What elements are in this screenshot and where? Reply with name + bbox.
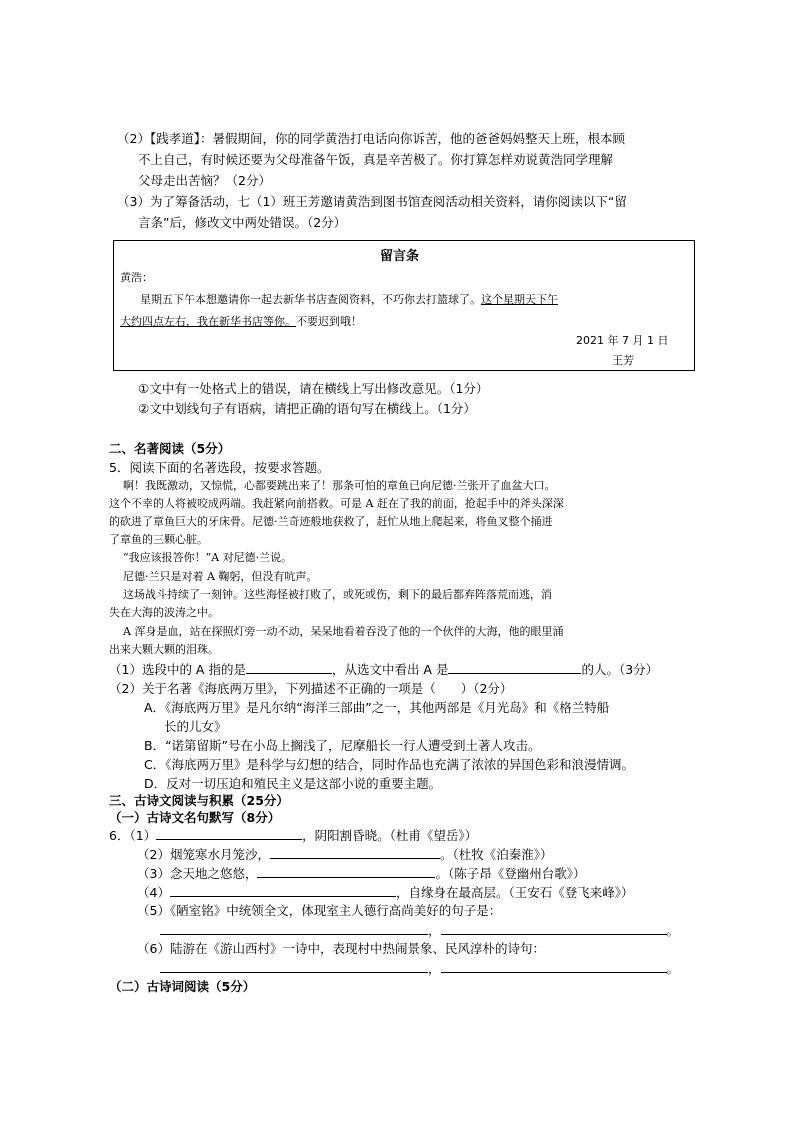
q3-line2: 言条”后，修改文中两处错误。（2分） (138, 215, 347, 230)
q6-6-answer (160, 960, 679, 977)
section2-heading: 二、名著阅读（5分） (109, 441, 231, 456)
note-date: 2021 年 7 月 1 日 (576, 334, 669, 347)
q2-line1: （2）【践孝道】：暑假期间，你的同学黄浩打电话向你诉苦，他的爸爸妈妈整天上班，根本顾 (117, 131, 625, 146)
q5-sub2: （2）关于名著《海底两万里》，下列描述不正确的一项是（ ）（2分） (109, 681, 513, 696)
q6-3-pre: （3）念天地之悠悠， (137, 866, 258, 881)
answer-blank-q6-3[interactable] (257, 865, 435, 878)
passage-line: 出来大颗大颗的泪珠。 (109, 643, 219, 656)
note-body-underlined-1: 这个星期天下午 (481, 293, 558, 306)
passage-line: 这场战斗持续了一刻钟。这些海怪被打败了，或死或伤，剩下的最后都弃阵落荒而逃，消 (123, 588, 552, 601)
q6-1 (109, 827, 477, 844)
passage-line: 失在大海的波涛之中。 (109, 606, 219, 619)
answer-blank-q6-6a[interactable] (160, 960, 428, 973)
q6-6-mid: ， (428, 961, 441, 976)
option-c: C．《海底两万里》是科学与幻想的结合，同时作品也充满了浓浓的异国色彩和浪漫情调。 (144, 757, 634, 772)
option-a-line2: 长的儿女》 (164, 719, 227, 734)
passage-line: 了章鱼的三颗心脏。 (109, 533, 208, 546)
answer-blank-q6-6b[interactable] (441, 960, 667, 973)
passage-line: 这个不幸的人将被咬成两端。我赶紧向前搭救。可是 A 赶在了我的前面，抢起手中的斧头深深 (109, 497, 564, 510)
q3-item1: ①文中有一处格式上的错误，请在横线上写出修改意见。（1分） (138, 381, 489, 396)
q3-line1: （3）为了筹备活动，七（1）班王芳邀请黄浩到图书馆查阅活动相关资料，请你阅读以下“留 (117, 194, 627, 209)
q6-2-pre: （2）烟笼寒水月笼沙， (137, 847, 270, 862)
answer-blank-q6-5a[interactable] (160, 922, 428, 935)
note-salutation: 黄浩： (120, 271, 153, 284)
option-d: D．反对一切压迫和殖民主义是这部小说的重要主题。 (144, 776, 442, 791)
q5-sub1-text-a: （1）选段中的 A 指的是 (109, 662, 246, 677)
q6-5: （5）《陋室铭》中统领全文，体现室主人德行高尚美好的句子是： (137, 903, 502, 918)
option-a-line1: A．《海底两万里》是凡尔纳“海洋三部曲”之一，其他两部是《月光岛》和《格兰特船 (144, 700, 610, 715)
q6-6: （6）陆游在《游山西村》一诗中，表现村中热闹景象、民风淳朴的诗句： (137, 941, 545, 956)
passage-line: 的砍进了章鱼巨大的牙床骨。尼德·兰奇迹般地获救了，赶忙从地上爬起来，将鱼叉整个捅进 (109, 515, 553, 528)
q6-3 (137, 865, 585, 882)
q6-1-pre: 6．（1） (109, 828, 157, 843)
note-body-underlined-2: 大约四点左右，我在新华书店等你。 (120, 315, 296, 328)
note-title: 留言条 (380, 249, 420, 264)
passage-line: 尼德·兰只是对着 A 鞠躬，但没有吭声。 (123, 570, 318, 583)
note-body-line1 (140, 293, 558, 307)
q6-2 (137, 846, 552, 863)
passage-line: “我应该报答你！”A 对尼德·兰说。 (123, 551, 293, 564)
section3-sub2-heading: （二）古诗词阅读（5分） (109, 979, 256, 994)
q5-prompt: 5．阅读下面的名著选段，按要求答题。 (109, 460, 330, 475)
q6-1-post: ，阴阳割昏晓。（杜甫《望岳》） (302, 828, 478, 843)
q6-2-post: 。（杜牧《泊秦淮》） (439, 847, 553, 862)
note-body-plain-1: 星期五下午本想邀请你一起去新华书店查阅资料，不巧你去打篮球了。 (140, 293, 481, 306)
passage-line: 啊！我既激动，又惊慌，心都要跳出来了！那条可怕的章鱼已向尼德·兰张开了血盆大口。 (123, 479, 556, 492)
option-b: B．“诺第留斯”号在小岛上搁浅了，尼摩船长一行人遭受到土著人攻击。 (144, 738, 541, 753)
passage-line: A 浑身是血，站在探照灯旁一动不动，呆呆地看着吞没了他的一个伙伴的大海，他的眼里涌 (123, 625, 564, 638)
answer-blank-2[interactable] (448, 661, 581, 674)
q6-4-post: ，自缘身在最高层。（王安石《登飞来峰》） (395, 885, 634, 900)
note-body-plain-2: 不要迟到哦！ (296, 315, 362, 328)
q6-4-pre: （4） (137, 885, 170, 900)
q6-5-answer (160, 922, 679, 939)
note-signature: 王芳 (612, 354, 634, 367)
section3-sub1-heading: （一）古诗文名句默写（8分） (109, 810, 281, 825)
q5-sub1-text-b: ，从选文中看出 A 是 (331, 662, 449, 677)
q6-6-end: 。 (666, 961, 680, 976)
q6-4 (137, 884, 633, 901)
answer-blank-q6-2[interactable] (270, 846, 440, 859)
q6-5-mid: ， (428, 923, 441, 938)
q5-sub1 (109, 661, 658, 678)
q2-line2: 不上自己，有时候还要为父母准备午饭，真是辛苦极了。你打算怎样劝说黄浩同学理解 (138, 152, 614, 167)
q6-5-end: 。 (666, 923, 680, 938)
q3-item2: ②文中划线句子有语病，请把正确的语句写在横线上。（1分） (138, 401, 476, 416)
section3-heading: 三、古诗文阅读与积累（25分） (109, 793, 289, 808)
answer-blank-q6-1[interactable] (156, 827, 302, 840)
note-body-line2 (120, 315, 362, 329)
answer-blank-q6-5b[interactable] (441, 922, 667, 935)
answer-blank-1[interactable] (246, 661, 332, 674)
q5-sub1-text-c: 的人。（3分） (581, 662, 659, 677)
q6-3-post: 。（陈子昂《登幽州台歌》） (435, 866, 586, 881)
answer-blank-q6-4[interactable] (170, 884, 396, 897)
q2-line3: 父母走出苦恼？（2分） (138, 173, 271, 188)
